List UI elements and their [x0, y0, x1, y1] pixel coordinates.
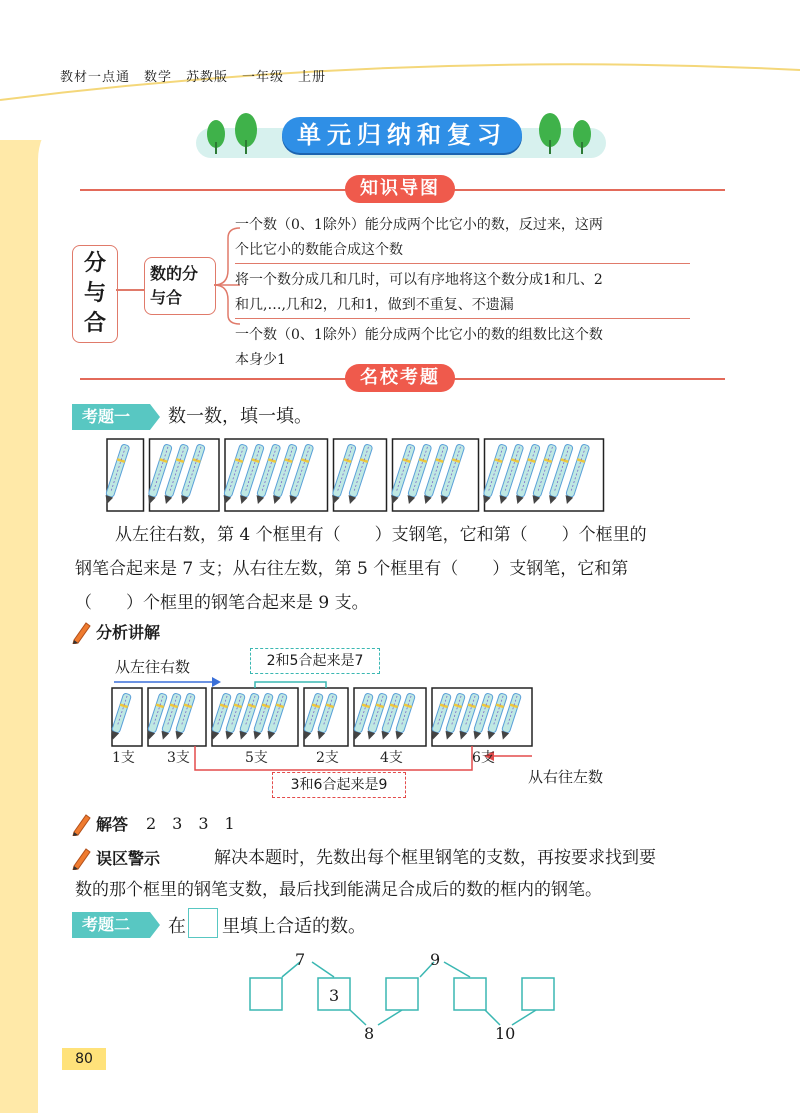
- leaf-line: 一个数（0、1除外）能分成两个比它小的数的组数比这个数: [235, 327, 603, 343]
- branch-line: 与合: [150, 288, 183, 307]
- connector-line: [255, 682, 326, 688]
- answer-box[interactable]: [522, 978, 554, 1010]
- leaf-line: 一个数（0、1除外）能分成两个比它小的数，反过来，这两: [235, 217, 603, 233]
- q2-prompt-before: 在: [168, 916, 186, 937]
- q2-tag: 考题二: [82, 915, 131, 934]
- tree-number: 3: [329, 986, 340, 1005]
- leaf-line: 个比它小的数能合成这个数: [235, 238, 690, 264]
- pencil-icon: [70, 846, 92, 870]
- analysis-title: 分析讲解: [96, 623, 161, 642]
- unit-review-banner: 单元归纳和复习: [282, 117, 522, 153]
- analysis-diagram: [110, 670, 590, 780]
- mind-map-connector: [116, 289, 144, 291]
- warning-line: 解决本题时，先数出每个框里钢笔的支数，再按要求找到要: [214, 848, 656, 868]
- tree-number: 7: [295, 950, 306, 969]
- tree-number: 10: [495, 1024, 516, 1043]
- knowledge-map-heading: 知识导图: [345, 175, 455, 203]
- left-to-right-label: 从左往右数: [115, 658, 191, 676]
- mind-map-leaves: [235, 213, 695, 373]
- q1-line: 从左往右数，第 4 个框里有（ ）支钢笔，它和第（ ）个框里的: [115, 525, 647, 545]
- q1-tag: 考题一: [82, 407, 131, 426]
- pencil-icon: [70, 620, 92, 644]
- root-char: 分: [83, 251, 106, 276]
- tree-number: 8: [364, 1024, 375, 1043]
- count-label: 2支: [316, 750, 339, 766]
- mind-map-root: [72, 245, 118, 343]
- mind-map-branch: [144, 257, 216, 315]
- answer-values: 2 3 3 1: [146, 814, 235, 833]
- answer-title: 解答: [96, 815, 129, 834]
- prompt-box-sample: [188, 908, 218, 938]
- pencil-icon: [70, 812, 92, 836]
- tree-number: 9: [430, 950, 441, 969]
- count-label: 6支: [472, 750, 495, 766]
- q2-prompt-after: 里填上合适的数。: [222, 916, 366, 937]
- warning-line: 数的那个框里的钢笔支数，最后找到能满足合成后的数的框内的钢笔。: [75, 880, 602, 900]
- root-char: 与: [83, 281, 106, 306]
- q1-text: [75, 518, 735, 620]
- leaf-line: 和几,…,几和2，几和1，做到不重复、不遗漏: [235, 293, 690, 319]
- tree-icon-right: [530, 112, 600, 157]
- count-label: 4支: [380, 750, 403, 766]
- count-label: 1支: [112, 750, 135, 766]
- branch-line: 数的分: [150, 264, 199, 283]
- right-to-left-label: 从右往左数: [528, 768, 604, 786]
- top-note: 2和5合起来是7: [250, 648, 380, 674]
- count-label: 3支: [167, 750, 190, 766]
- count-label: 5支: [245, 750, 268, 766]
- q1-prompt: 数一数，填一填。: [168, 406, 312, 427]
- answer-box[interactable]: [250, 978, 282, 1010]
- exam-questions-heading: 名校考题: [345, 364, 455, 392]
- leaf-line: 将一个数分成几和几时，可以有序地将这个数分成1和几、2: [235, 272, 603, 288]
- q1-pen-boxes: [105, 437, 705, 513]
- leaf-line: 本身少1: [235, 352, 286, 368]
- q2-number-tree: [240, 950, 570, 1050]
- answer-box[interactable]: [386, 978, 418, 1010]
- warning-title: 误区警示: [96, 849, 161, 868]
- page-number: 80: [62, 1048, 106, 1070]
- breadcrumb: 教材一点通 数学 苏教版 一年级 上册: [60, 70, 327, 85]
- q1-line: （ ）个框里的钢笔合起来是 9 支。: [75, 593, 369, 613]
- q1-line: 钢笔合起来是 7 支；从右往左数，第 5 个框里有（ ）支钢笔，它和第: [75, 559, 629, 579]
- tree-icon-left: [198, 112, 268, 157]
- bottom-note: 3和6合起来是9: [272, 772, 406, 798]
- answer-box[interactable]: [454, 978, 486, 1010]
- root-char: 合: [83, 311, 106, 336]
